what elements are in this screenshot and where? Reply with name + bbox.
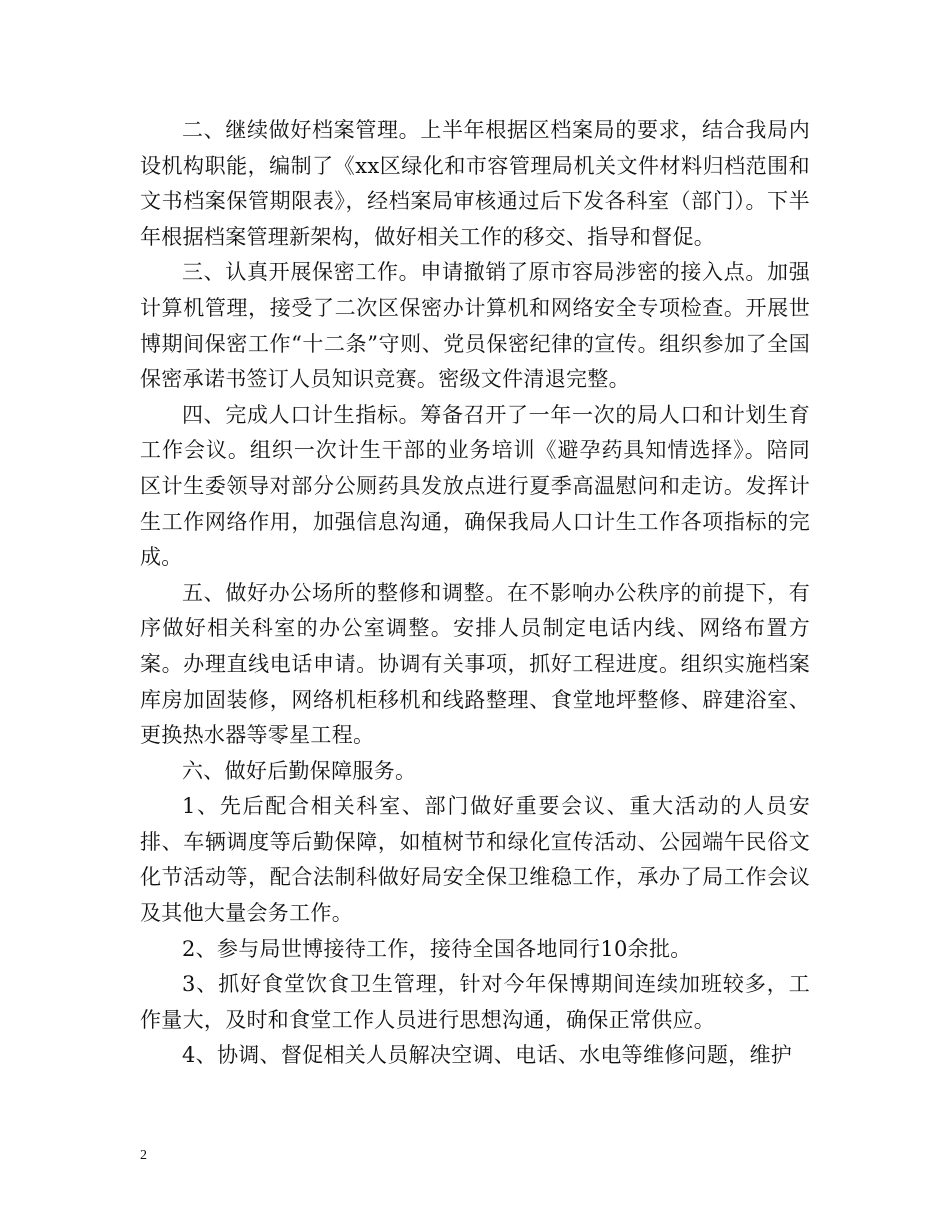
paragraph-logistics-item-4: 4、协调、督促相关人员解决空调、电话、水电等维修问题，维护 [182,1043,793,1068]
paragraph-logistics-item-2: 2、参与局世博接待工作，接待全国各地同行10余批。 [182,936,692,961]
paragraph-logistics-item-1: 1、先后配合相关科室、部门做好重要会议、重大活动的人员安排、车辆调度等后勤保障，如植树节和绿化宣传活动、公园端午民俗文化节活动等，配合法制科做好局安全保卫维稳工作，承办了局工作会议及其他大量会务工作。 [140,794,810,926]
page-number: 2 [140,1148,147,1163]
paragraph-confidentiality-work: 三、认真开展保密工作。申请撤销了原市容局涉密的接入点。加强计算机管理，接受了二次区保密办计算机和网络安全专项检查。开展世博期间保密工作“十二条”守则、党员保密纪律的宣传。组织参加了全国保密承诺书签订人员知识竞赛。密级文件清退完整。 [140,260,810,392]
document-body [140,113,810,1074]
paragraph-population-planning: 四、完成人口计生指标。筹备召开了一年一次的局人口和计划生育工作会议。组织一次计生干部的业务培训《避孕药具知情选择》。陪同区计生委领导对部分公厕药具发放点进行夏季高温慰问和走访。发挥计生工作网络作用，加强信息沟通，确保我局人口计生工作各项指标的完成。 [140,402,810,570]
paragraph-office-renovation: 五、做好办公场所的整修和调整。在不影响办公秩序的前提下，有序做好相关科室的办公室调整。安排人员制定电话内线、网络布置方案。办理直线电话申请。协调有关事项，抓好工程进度。组织实施档案库房加固装修，网络机柜移机和线路整理、食堂地坪整修、辟建浴室、更换热水器等零星工程。 [140,580,810,748]
paragraph-logistics-heading: 六、做好后勤保障服务。 [182,758,417,783]
paragraph-archives-management: 二、继续做好档案管理。上半年根据区档案局的要求，结合我局内设机构职能，编制了《xx区绿化和市容管理局机关文件材料归档范围和文书档案保管期限表》，经档案局审核通过后下发各科室（部门）。下半年根据档案管理新架构，做好相关工作的移交、指导和督促。 [140,118,810,249]
paragraph-logistics-item-3: 3、抓好食堂饮食卫生管理，针对今年保博期间连续加班较多，工作量大，及时和食堂工作人员进行思想沟通，确保正常供应。 [140,972,810,1032]
